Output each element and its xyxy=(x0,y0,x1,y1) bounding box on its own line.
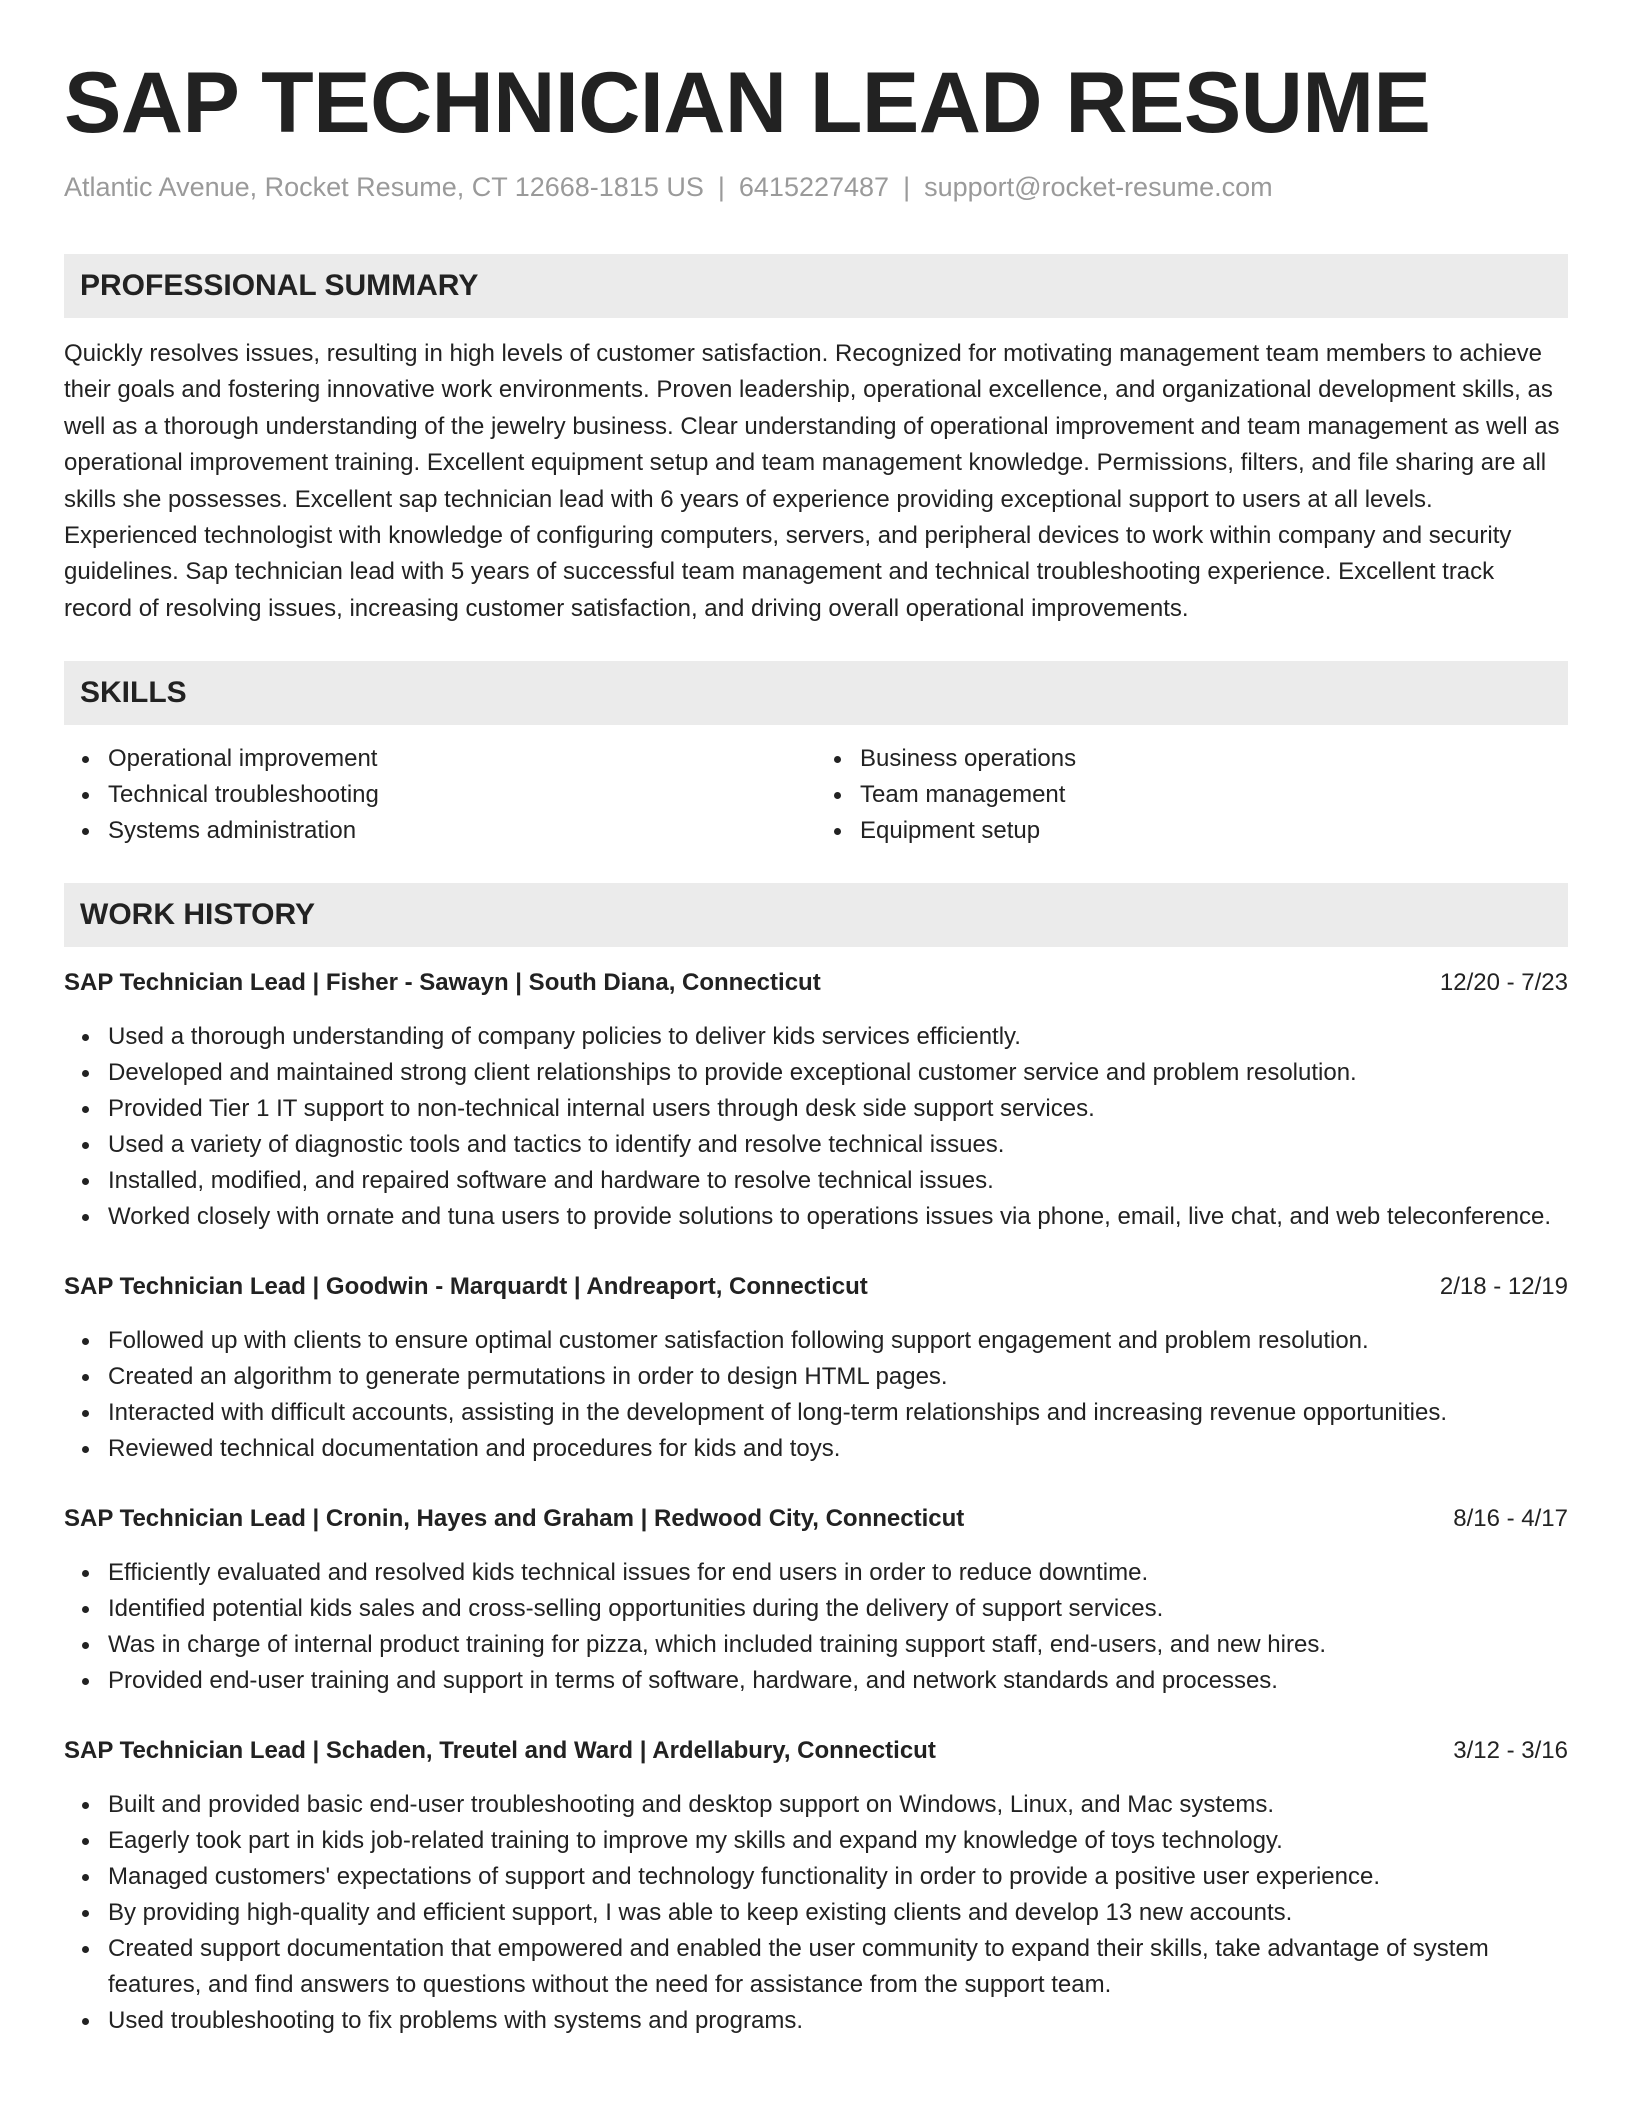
job-bullet: Developed and maintained strong client relationships to provide exceptional customer service and problem resolution. xyxy=(108,1055,1568,1091)
contact-email: support@rocket-resume.com xyxy=(924,172,1273,202)
skill-item: Technical troubleshooting xyxy=(108,777,816,813)
job-bullet: Provided end-user training and support in terms of software, hardware, and network standards and processes. xyxy=(108,1663,1568,1699)
job-bullet: Worked closely with ornate and tuna users to provide solutions to operations issues via phone, email, live chat, and web teleconference. xyxy=(108,1199,1568,1235)
skill-item: Equipment setup xyxy=(860,813,1568,849)
job-dates: 12/20 - 7/23 xyxy=(1439,969,1568,997)
skill-item: Operational improvement xyxy=(108,741,816,777)
job-bullet: Installed, modified, and repaired software and hardware to resolve technical issues. xyxy=(108,1163,1568,1199)
job-title: SAP Technician Lead | Fisher - Sawayn | South Diana, Connecticut xyxy=(64,969,821,997)
job-entry xyxy=(64,965,1568,1235)
skills-grid xyxy=(64,741,1568,849)
contact-separator: | xyxy=(717,172,725,202)
job-bullets xyxy=(64,1787,1568,2039)
resume-title: SAP TECHNICIAN LEAD RESUME xyxy=(64,55,1431,151)
job-bullet: Eagerly took part in kids job-related training to improve my skills and expand my knowledge of toys technology. xyxy=(108,1823,1568,1859)
job-dates: 2/18 - 12/19 xyxy=(1439,1273,1568,1301)
contact-separator: | xyxy=(903,172,911,202)
job-bullet: Reviewed technical documentation and procedures for kids and toys. xyxy=(108,1431,1568,1467)
job-bullets xyxy=(64,1323,1568,1467)
job-bullet: Managed customers' expectations of support and technology functionality in order to provide a positive user experience. xyxy=(108,1859,1568,1895)
skill-item: Team management xyxy=(860,777,1568,813)
skills-column-right xyxy=(816,741,1568,849)
job-bullet: Efficiently evaluated and resolved kids technical issues for end users in order to reduce downtime. xyxy=(108,1555,1568,1591)
job-entry xyxy=(64,1733,1568,2039)
skills-heading: SKILLS xyxy=(64,661,1568,725)
job-bullet: Identified potential kids sales and cross-selling opportunities during the delivery of support services. xyxy=(108,1591,1568,1627)
job-header xyxy=(64,965,1568,1001)
job-dates: 3/12 - 3/16 xyxy=(1453,1737,1568,1765)
job-bullet: Interacted with difficult accounts, assisting in the development of long-term relationships and increasing revenue opportunities. xyxy=(108,1395,1568,1431)
job-bullet: Created an algorithm to generate permutations in order to design HTML pages. xyxy=(108,1359,1568,1395)
skill-item: Systems administration xyxy=(108,813,816,849)
job-bullets xyxy=(64,1555,1568,1699)
contact-address: Atlantic Avenue, Rocket Resume, CT 12668-1815 US xyxy=(64,172,704,202)
job-bullet: Used a thorough understanding of company policies to deliver kids services efficiently. xyxy=(108,1019,1568,1055)
job-title: SAP Technician Lead | Cronin, Hayes and Graham | Redwood City, Connecticut xyxy=(64,1505,965,1533)
job-header xyxy=(64,1269,1568,1305)
job-bullet: Provided Tier 1 IT support to non-technical internal users through desk side support services. xyxy=(108,1091,1568,1127)
professional-summary-heading: PROFESSIONAL SUMMARY xyxy=(64,254,1568,318)
job-bullet: By providing high-quality and efficient support, I was able to keep existing clients and develop 13 new accounts. xyxy=(108,1895,1568,1931)
job-bullet: Was in charge of internal product training for pizza, which included training support staff, end-users, and new hires. xyxy=(108,1627,1568,1663)
skill-item: Business operations xyxy=(860,741,1568,777)
job-bullet: Created support documentation that empowered and enabled the user community to expand their skills, take advantage of system features, and find answers to questions without the need for assistance from the support team. xyxy=(108,1931,1568,2003)
job-bullet: Used troubleshooting to fix problems with systems and programs. xyxy=(108,2003,1568,2039)
contact-phone: 6415227487 xyxy=(738,172,890,202)
job-dates: 8/16 - 4/17 xyxy=(1453,1505,1568,1533)
job-entry xyxy=(64,1501,1568,1699)
work-history-heading: WORK HISTORY xyxy=(64,883,1568,947)
professional-summary-text: Quickly resolves issues, resulting in high levels of customer satisfaction. Recognized for motivating management team members to achieve their goals and fostering innovative work environments. Proven leadership, operational excellence, and organizational development skills, as well as a thorough understanding of the jewelry business. Clear understanding of operational improvement and team management as well as operational improvement training. Excellent equipment setup and team management knowledge. Permissions, filters, and file sharing are all skills she possesses. Excellent sap technician lead with 6 years of experience providing exceptional support to users at all levels. Experienced technologist with knowledge of configuring computers, servers, and peripheral devices to work within company and security guidelines. Sap technician lead with 5 years of successful team management and technical troubleshooting experience. Excellent track record of resolving issues, increasing customer satisfaction, and driving overall operational improvements. xyxy=(64,340,1560,622)
job-header xyxy=(64,1733,1568,1769)
job-bullets xyxy=(64,1019,1568,1235)
job-bullet: Used a variety of diagnostic tools and tactics to identify and resolve technical issues. xyxy=(108,1127,1568,1163)
job-bullet: Followed up with clients to ensure optimal customer satisfaction following support engagement and problem resolution. xyxy=(108,1323,1568,1359)
job-entry xyxy=(64,1269,1568,1467)
job-title: SAP Technician Lead | Schaden, Treutel and Ward | Ardellabury, Connecticut xyxy=(64,1737,936,1765)
job-bullet: Built and provided basic end-user troubleshooting and desktop support on Windows, Linux, and Mac systems. xyxy=(108,1787,1568,1823)
job-title: SAP Technician Lead | Goodwin - Marquardt | Andreaport, Connecticut xyxy=(64,1273,868,1301)
job-header xyxy=(64,1501,1568,1537)
contact-line xyxy=(64,170,1568,204)
skills-column-left xyxy=(64,741,816,849)
